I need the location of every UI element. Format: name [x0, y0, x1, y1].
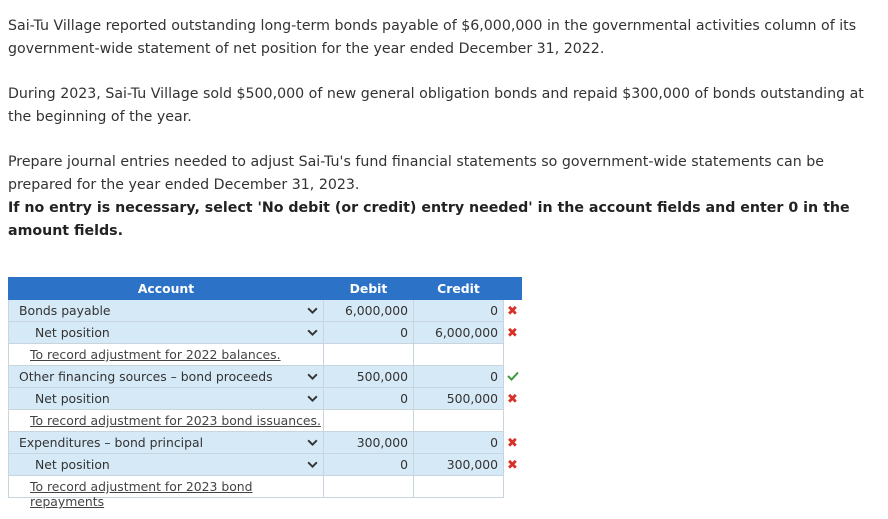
chevron-down-icon	[306, 458, 319, 471]
x-mark-icon: ✖	[507, 303, 518, 319]
account-select[interactable]	[9, 366, 324, 388]
grading-mark	[504, 322, 522, 344]
problem-intro: Sai-Tu Village reported outstanding long-term bonds payable of $6,000,000 in the governmental activities column of its government-wide statement of net position for the year ended December 31, 2022.	[8, 18, 857, 57]
memo-cell	[9, 476, 324, 509]
journal-line-row	[9, 454, 522, 476]
debit-input[interactable]: 0	[324, 388, 414, 410]
memo-cell	[9, 344, 324, 366]
x-mark-icon: ✖	[507, 391, 518, 407]
grading-mark	[504, 366, 522, 388]
journal-line-row	[9, 300, 522, 322]
chevron-down-icon	[306, 392, 319, 405]
account-select[interactable]	[9, 388, 324, 410]
x-mark-icon: ✖	[507, 435, 518, 451]
credit-input[interactable]: 0	[414, 300, 504, 322]
credit-input[interactable]: 300,000	[414, 454, 504, 476]
credit-input[interactable]: 500,000	[414, 388, 504, 410]
account-name: Net position	[35, 457, 110, 472]
debit-input[interactable]: 6,000,000	[324, 300, 414, 322]
problem-instructions: Prepare journal entries needed to adjust Sai-Tu's fund financial statements so government-wide statements can be prepared for the year ended December 31, 2023.	[8, 154, 824, 193]
account-name: Net position	[35, 391, 110, 406]
debit-input[interactable]: 500,000	[324, 366, 414, 388]
debit-input[interactable]: 0	[324, 322, 414, 344]
debit-header: Debit	[324, 278, 414, 300]
problem-details: During 2023, Sai-Tu Village sold $500,000 of new general obligation bonds and repaid $300,000 of bonds outstanding at the beginning of the year.	[8, 86, 864, 125]
journal-line-row	[9, 388, 522, 410]
grading-mark	[504, 454, 522, 476]
grading-mark	[504, 300, 522, 322]
credit-header: Credit	[414, 278, 504, 300]
credit-input[interactable]: 0	[414, 366, 504, 388]
account-header: Account	[9, 278, 324, 300]
account-select[interactable]	[9, 454, 324, 476]
chevron-down-icon	[306, 326, 319, 339]
memo-row	[9, 410, 522, 432]
account-name: Expenditures – bond principal	[19, 435, 204, 450]
debit-input[interactable]: 300,000	[324, 432, 414, 454]
journal-entry-table	[8, 277, 522, 509]
no-entry-instructions: If no entry is necessary, select 'No debit (or credit) entry needed' in the account fields and enter 0 in the amount fields.	[8, 200, 850, 239]
chevron-down-icon	[306, 436, 319, 449]
table-header-row	[9, 278, 522, 300]
x-mark-icon: ✖	[507, 457, 518, 473]
journal-line-row	[9, 432, 522, 454]
memo-cell	[9, 410, 324, 432]
account-name: Net position	[35, 325, 110, 340]
journal-line-row	[9, 366, 522, 388]
account-name: Other financing sources – bond proceeds	[19, 369, 273, 384]
memo-text: To record adjustment for 2023 bond issuances.	[30, 413, 321, 428]
memo-row	[9, 344, 522, 366]
credit-input[interactable]: 0	[414, 432, 504, 454]
x-mark-icon: ✖	[507, 325, 518, 341]
account-name: Bonds payable	[19, 303, 111, 318]
chevron-down-icon	[306, 370, 319, 383]
memo-row	[9, 476, 522, 498]
memo-text: To record adjustment for 2023 bond repayments	[30, 479, 253, 509]
grading-mark	[504, 432, 522, 454]
debit-input[interactable]: 0	[324, 454, 414, 476]
account-select[interactable]	[9, 322, 324, 344]
grading-mark	[504, 388, 522, 410]
account-select[interactable]	[9, 432, 324, 454]
chevron-down-icon	[306, 304, 319, 317]
checkmark-icon	[507, 371, 519, 381]
journal-line-row	[9, 322, 522, 344]
credit-input[interactable]: 6,000,000	[414, 322, 504, 344]
memo-text: To record adjustment for 2022 balances.	[30, 347, 281, 362]
account-select[interactable]	[9, 300, 324, 322]
